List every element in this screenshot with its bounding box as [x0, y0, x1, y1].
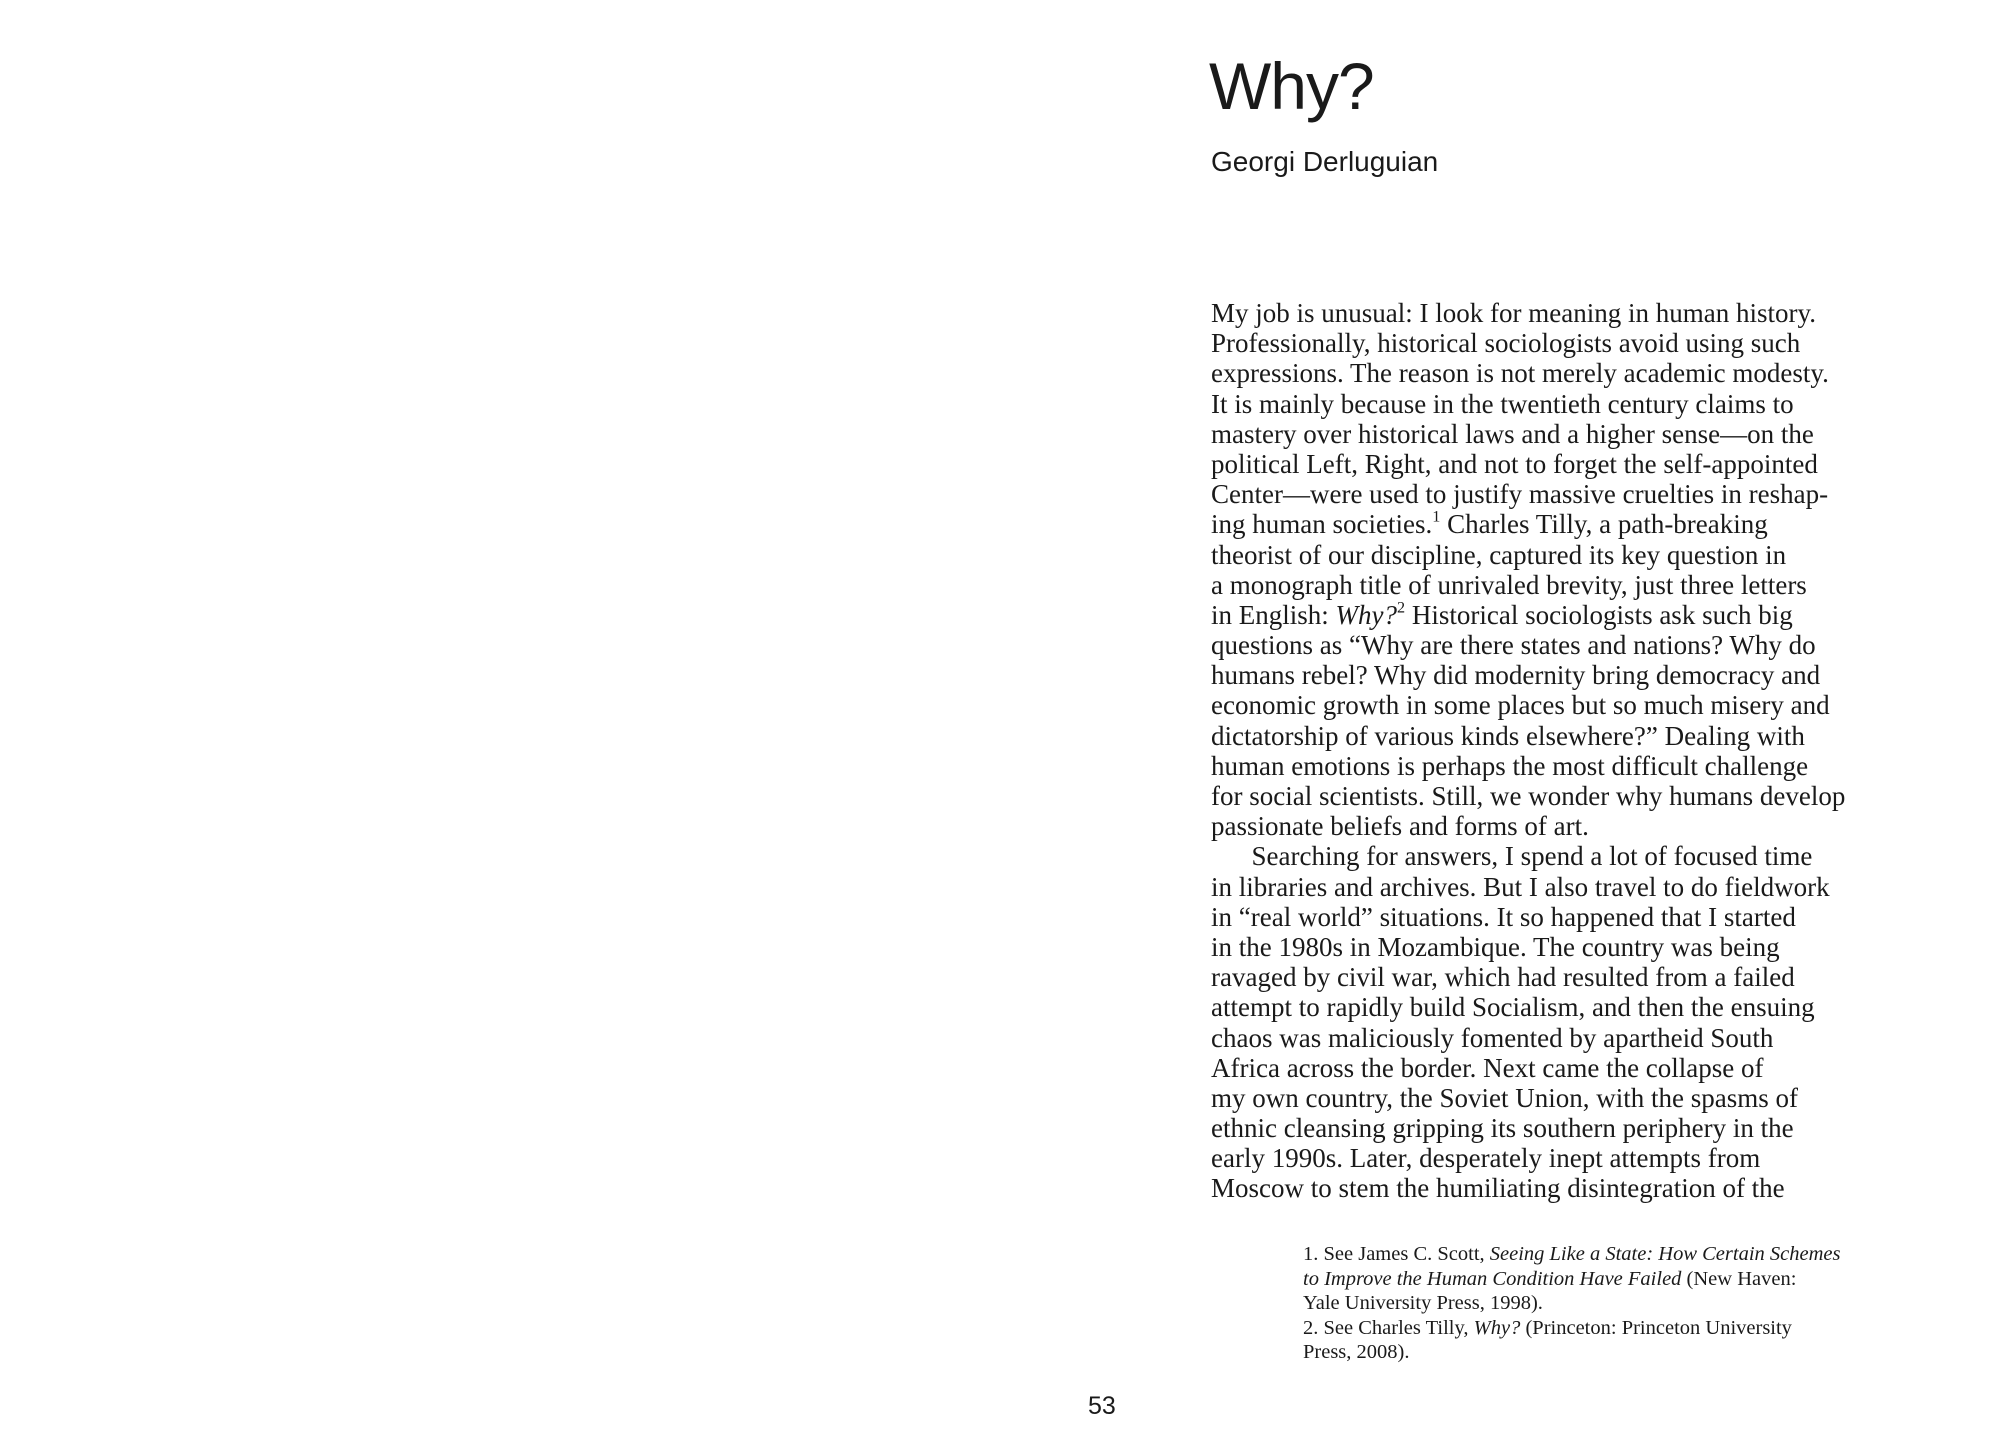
body-line	[1211, 630, 1845, 660]
body-line	[1211, 932, 1845, 962]
text-run: ing human societies.	[1211, 509, 1433, 540]
text-run: in the 1980s in Mozambique. The country was being	[1211, 931, 1780, 962]
text-run: my own country, the Soviet Union, with the spasms of	[1211, 1082, 1798, 1113]
body-line	[1211, 358, 1845, 388]
body-line	[1211, 298, 1845, 328]
text-run: (Princeton: Princeton University	[1520, 1316, 1792, 1339]
text-run: chaos was maliciously fomented by apartheid South	[1211, 1022, 1774, 1053]
body-line	[1211, 1143, 1845, 1173]
body-line	[1211, 992, 1845, 1022]
text-run: passionate beliefs and forms of art.	[1211, 811, 1589, 842]
footnotes	[1303, 1242, 1840, 1365]
body-line	[1211, 811, 1845, 841]
page-number: 53	[1088, 1392, 1116, 1420]
text-run: Center—were used to justify massive cruelties in reshap-	[1211, 479, 1829, 510]
body-line	[1211, 600, 1845, 630]
body-line	[1211, 1083, 1845, 1113]
text-run: for social scientists. Still, we wonder why humans develop	[1211, 781, 1846, 811]
text-run: ravaged by civil war, which had resulted from a failed	[1211, 962, 1795, 993]
body-line	[1211, 419, 1845, 449]
text-run: Searching for answers, I spend a lot of focused time	[1211, 841, 1813, 872]
body-text	[1211, 298, 1845, 1204]
body-line	[1211, 389, 1845, 419]
body-line	[1211, 1113, 1845, 1143]
body-line	[1211, 781, 1845, 811]
body-line	[1211, 751, 1845, 781]
text-run: theorist of our discipline, captured its key question in	[1211, 539, 1787, 570]
text-run: It is mainly because in the twentieth century claims to	[1211, 388, 1794, 419]
footnote-reference: 1	[1432, 507, 1441, 526]
body-line	[1211, 841, 1845, 871]
body-line	[1211, 872, 1845, 902]
body-line	[1211, 962, 1845, 992]
body-line	[1211, 1023, 1845, 1053]
italic-text: Why?	[1335, 599, 1397, 630]
text-run: questions as “Why are there states and nations? Why do	[1211, 630, 1816, 661]
text-run: 2. See Charles Tilly,	[1303, 1316, 1474, 1339]
footnote-line	[1303, 1340, 1840, 1365]
text-run: a monograph title of unrivaled brevity, just three letters	[1211, 569, 1807, 600]
text-run: Charles Tilly, a path-breaking	[1440, 509, 1768, 540]
body-line	[1211, 721, 1845, 751]
footnote-reference: 2	[1397, 598, 1406, 617]
text-run: Press, 2008).	[1303, 1341, 1410, 1363]
text-run: in libraries and archives. But I also travel to do fieldwork	[1211, 871, 1830, 902]
body-line	[1211, 660, 1845, 690]
text-run: 1. See James C. Scott,	[1303, 1243, 1490, 1265]
text-run: ethnic cleansing gripping its southern periphery in the	[1211, 1113, 1794, 1144]
text-run: political Left, Right, and not to forget the self-appointed	[1211, 448, 1818, 479]
text-run: early 1990s. Later, desperately inept attempts from	[1211, 1143, 1761, 1174]
italic-text: Seeing Like a State: How Certain Schemes	[1489, 1243, 1841, 1265]
text-run: dictatorship of various kinds elsewhere?” Dealing with	[1211, 720, 1805, 751]
italic-text: to Improve the Human Condition Have Failed	[1303, 1267, 1682, 1290]
body-line	[1211, 449, 1845, 479]
text-run: in English:	[1211, 599, 1336, 630]
italic-text: Why?	[1473, 1316, 1521, 1339]
body-line	[1211, 479, 1845, 509]
body-line	[1211, 570, 1845, 600]
text-run: human emotions is perhaps the most difficult challenge	[1211, 750, 1809, 781]
body-line	[1211, 540, 1845, 570]
text-run: (New Haven:	[1681, 1267, 1797, 1290]
text-run: mastery over historical laws and a higher sense—on the	[1211, 418, 1814, 449]
body-line	[1211, 509, 1845, 539]
body-line	[1211, 1053, 1845, 1083]
text-run: economic growth in some places but so much misery and	[1211, 690, 1830, 721]
body-line	[1211, 690, 1845, 720]
footnote-line	[1303, 1291, 1840, 1316]
footnote-line	[1303, 1267, 1840, 1292]
text-run: in “real world” situations. It so happened that I started	[1211, 901, 1796, 932]
text-run: Africa across the border. Next came the collapse of	[1211, 1052, 1764, 1083]
text-run: attempt to rapidly build Socialism, and then the ensuing	[1211, 992, 1815, 1023]
body-line	[1211, 328, 1845, 358]
text-run: humans rebel? Why did modernity bring democracy and	[1211, 660, 1821, 691]
body-line	[1211, 902, 1845, 932]
text-run: Moscow to stem the humiliating disintegration of the	[1211, 1173, 1785, 1204]
text-run: expressions. The reason is not merely academic modesty.	[1211, 358, 1829, 389]
text-run: Historical sociologists ask such big	[1405, 599, 1793, 630]
chapter-title: Why?	[1209, 49, 1374, 123]
author-name: Georgi Derluguian	[1211, 146, 1439, 177]
footnote-line	[1303, 1316, 1840, 1341]
body-line	[1211, 1173, 1845, 1203]
text-run: Yale University Press, 1998).	[1303, 1292, 1543, 1314]
text-run: My job is unusual: I look for meaning in human history.	[1211, 298, 1816, 328]
footnote-line	[1303, 1242, 1840, 1267]
text-run: Professionally, historical sociologists avoid using such	[1211, 328, 1801, 359]
